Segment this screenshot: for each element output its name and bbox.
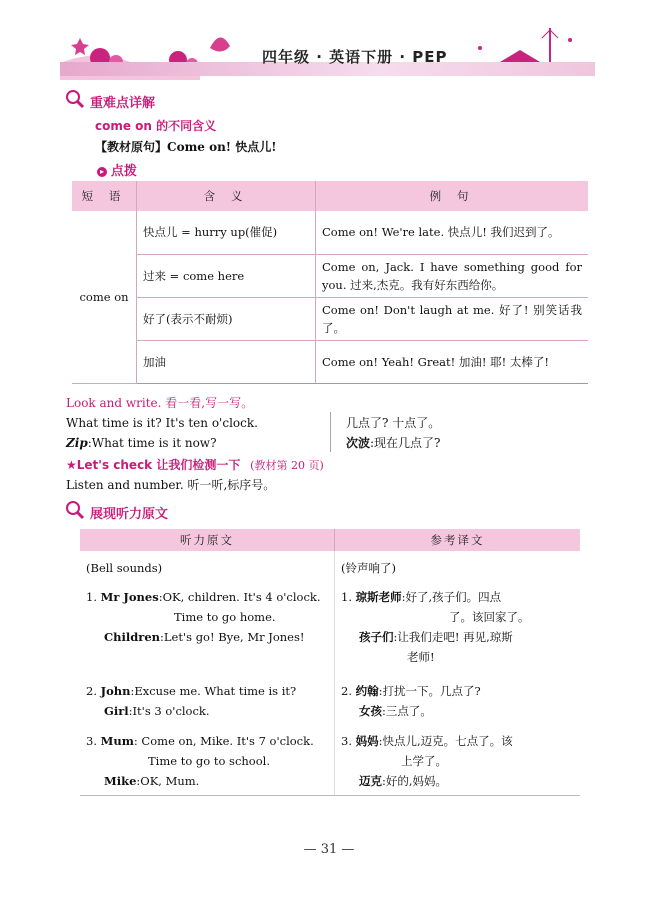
dialog-1-zh bbox=[335, 585, 581, 677]
dialog-text: Time to go home. bbox=[174, 610, 276, 624]
dialog-text: :Excuse me. What time is it? bbox=[130, 684, 297, 698]
example-cell: Come on! Yeah! Great! 加油! 耶! 太棒了! bbox=[316, 340, 589, 383]
intro-zh: (铃声响了) bbox=[335, 551, 581, 585]
speaker-zip: Zip bbox=[66, 436, 88, 450]
speaker: 妈妈 bbox=[355, 734, 379, 748]
page-header-title: 四年级 · 英语下册 · PEP bbox=[262, 48, 448, 66]
dialog-text: :快点儿,迈克。七点了。该 bbox=[378, 734, 513, 748]
dialog-text: Time to go to school. bbox=[148, 754, 270, 768]
source-text: Come on! 快点儿! bbox=[167, 140, 277, 154]
look-line-2-en bbox=[66, 434, 217, 452]
section-heading-key-points: 重难点详解 bbox=[90, 96, 156, 111]
speaker: Mr Jones bbox=[100, 590, 159, 604]
speaker: 女孩 bbox=[359, 704, 382, 718]
meaning-cell: 快点儿 = hurry up(催促) bbox=[137, 211, 316, 254]
speaker: 约翰 bbox=[355, 684, 379, 698]
look-and-write-title: Look and write. 看一看,写一写。 bbox=[66, 396, 254, 410]
dialog-text: :好了,孩子们。四点 bbox=[401, 590, 502, 604]
speaker: John bbox=[100, 684, 131, 698]
example-cell: Come on, Jack. I have something good for you. 过来,杰克。我有好东西给你。 bbox=[316, 254, 589, 297]
listen-instruction: Listen and number. 听一听,标序号。 bbox=[66, 478, 276, 492]
dialog-text: :打扰一下。几点了? bbox=[378, 684, 481, 698]
come-on-meaning-table bbox=[72, 181, 588, 384]
col-header-translation: 参考译文 bbox=[335, 529, 581, 551]
section-heading-listening: 展现听力原文 bbox=[90, 507, 169, 522]
dialog-text: 上学了。 bbox=[401, 754, 447, 768]
dialog-3-zh bbox=[335, 729, 581, 795]
look-line-1-en: What time is it? It's ten o'clock. bbox=[66, 416, 258, 430]
dialog-text: :三点了。 bbox=[382, 704, 432, 718]
line-text: :What time is it now? bbox=[87, 436, 217, 450]
tip-heading bbox=[97, 160, 137, 179]
tip-label: 点拨 bbox=[110, 164, 137, 179]
page-number: — 31 — bbox=[303, 842, 355, 857]
speaker: Children bbox=[104, 630, 161, 644]
dialog-text: : Come on, Mike. It's 7 o'clock. bbox=[133, 734, 314, 748]
dialog-text: 老师! bbox=[407, 650, 435, 664]
dialog-text: :OK, Mum. bbox=[136, 774, 200, 788]
col-header-script: 听力原文 bbox=[80, 529, 335, 551]
col-header-meaning: 含 义 bbox=[137, 181, 316, 211]
speaker: Girl bbox=[104, 704, 129, 718]
dialog-number: 3. bbox=[341, 734, 352, 748]
col-header-example: 例 句 bbox=[316, 181, 589, 211]
dialog-text: 了。该回家了。 bbox=[449, 610, 530, 624]
dialog-number: 3. bbox=[86, 734, 97, 748]
dialog-number: 1. bbox=[341, 590, 352, 604]
line-text: :现在几点了? bbox=[370, 436, 441, 450]
divider bbox=[330, 412, 331, 452]
look-line-2-zh bbox=[346, 434, 441, 452]
phrase-cell: come on bbox=[72, 211, 137, 383]
speaker: Mike bbox=[104, 774, 137, 788]
speaker: 琼斯老师 bbox=[355, 590, 402, 604]
dialog-text: :Let's go! Bye, Mr Jones! bbox=[160, 630, 305, 644]
textbook-page-ref: (教材第 20 页) bbox=[250, 459, 324, 472]
dialog-text: :让我们走吧! 再见,琼斯 bbox=[393, 630, 513, 644]
speaker: Mum bbox=[100, 734, 134, 748]
magnifier-icon bbox=[64, 88, 86, 110]
dialog-3-en bbox=[80, 729, 335, 795]
topic-title: come on 的不同含义 bbox=[95, 119, 217, 133]
listening-script-table bbox=[80, 529, 580, 796]
speaker: 迈克 bbox=[359, 774, 382, 788]
speaker: 孩子们 bbox=[359, 630, 394, 644]
example-cell: Come on! We're late. 快点儿! 我们迟到了。 bbox=[316, 211, 589, 254]
arrow-circle-icon: ▸ bbox=[97, 167, 107, 177]
dialog-number: 2. bbox=[341, 684, 352, 698]
col-header-phrase: 短 语 bbox=[72, 181, 137, 211]
meaning-cell: 过来 = come here bbox=[137, 254, 316, 297]
source-sentence bbox=[95, 138, 277, 155]
example-cell: Come on! Don't laugh at me. 好了! 别笑话我了。 bbox=[316, 297, 589, 340]
dialog-2-en bbox=[80, 677, 335, 729]
dialog-text: :好的,妈妈。 bbox=[382, 774, 448, 788]
magnifier-icon bbox=[64, 499, 86, 521]
look-line-1-zh: 几点了? 十点了。 bbox=[346, 416, 441, 430]
lets-check-heading bbox=[66, 456, 324, 475]
meaning-cell: 好了(表示不耐烦) bbox=[137, 297, 316, 340]
dialog-number: 2. bbox=[86, 684, 97, 698]
source-label: 【教材原句】 bbox=[95, 140, 168, 154]
dialog-text: :OK, children. It's 4 o'clock. bbox=[158, 590, 321, 604]
intro-en: (Bell sounds) bbox=[86, 561, 163, 575]
speaker-zip-zh: 次波 bbox=[346, 436, 371, 450]
dialog-number: 1. bbox=[86, 590, 97, 604]
meaning-cell: 加油 bbox=[137, 340, 316, 383]
dialog-2-zh bbox=[335, 677, 581, 729]
dialog-text: :It's 3 o'clock. bbox=[128, 704, 210, 718]
lets-check-title: ★Let's check 让我们检测一下 bbox=[66, 458, 241, 472]
dialog-1-en bbox=[80, 585, 335, 677]
